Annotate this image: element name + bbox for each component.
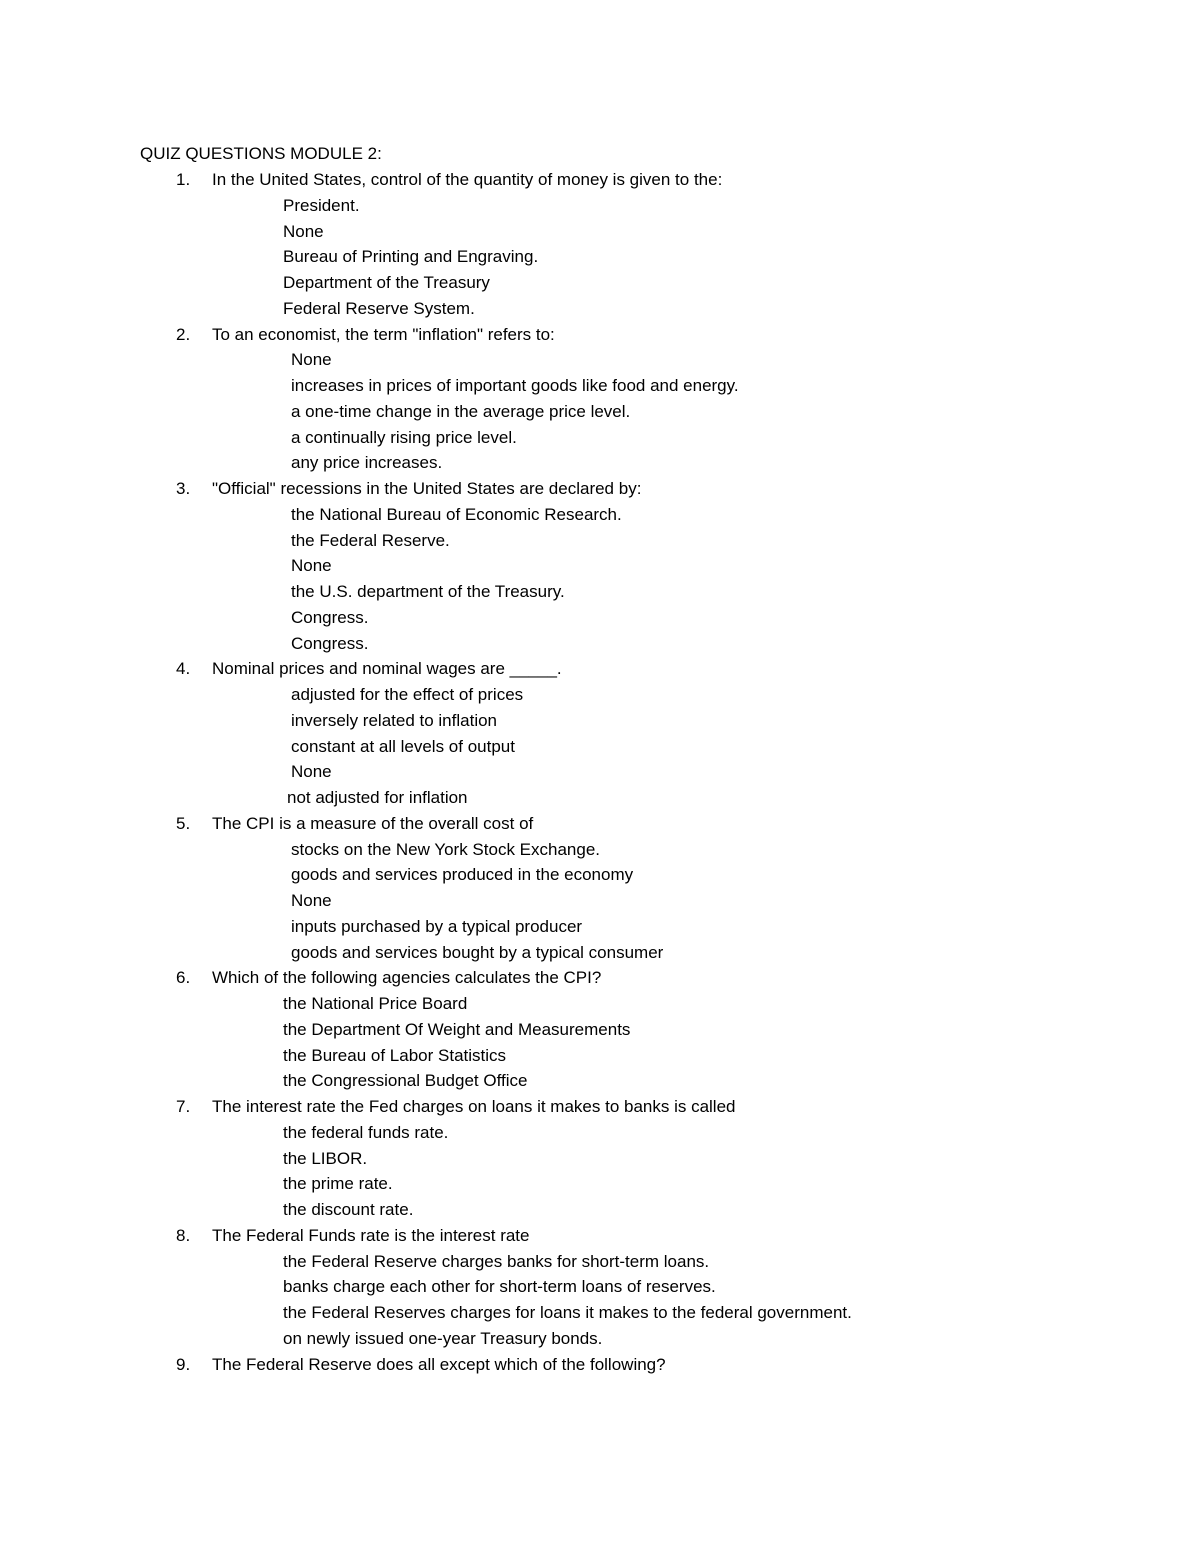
answer-option-text: inputs purchased by a typical producer <box>291 916 583 936</box>
answer-option-text: goods and services produced in the economy <box>291 865 634 885</box>
answer-option <box>0 759 1200 785</box>
answer-option <box>0 1043 1200 1069</box>
answer-option <box>0 399 1200 425</box>
question-number: 7. <box>176 1097 191 1116</box>
answer-option <box>0 1120 1200 1146</box>
question-number: 1. <box>176 170 191 189</box>
answer-option-text: a one-time change in the average price level. <box>291 401 631 421</box>
answer-option-text: inversely related to inflation <box>291 710 498 730</box>
answer-option <box>0 1017 1200 1043</box>
question-text: The Federal Reserve does all except which of the following? <box>212 1354 666 1374</box>
question-text: Which of the following agencies calculates the CPI? <box>212 968 602 988</box>
answer-option-text: the discount rate. <box>283 1200 414 1219</box>
question-5 <box>0 811 1200 837</box>
answer-option-text: Bureau of Printing and Engraving. <box>283 247 539 267</box>
answer-option-text: on newly issued one-year Treasury bonds. <box>283 1328 603 1348</box>
answer-option <box>0 296 1200 322</box>
question-text: "Official" recessions in the United States are declared by: <box>212 479 642 498</box>
question-2 <box>0 322 1200 348</box>
question-number: 2. <box>176 324 191 344</box>
answer-option-text: the Department Of Weight and Measurements <box>283 1019 631 1039</box>
answer-option-text: Congress. <box>291 607 369 627</box>
question-number: 6. <box>176 968 191 988</box>
question-number: 9. <box>176 1354 191 1374</box>
question-text: To an economist, the term "inflation" refers to: <box>212 324 555 344</box>
question-text: The CPI is a measure of the overall cost of <box>212 813 534 833</box>
question-text: Nominal prices and nominal wages are _____. <box>212 659 562 679</box>
answer-option-text: goods and services bought by a typical consumer <box>291 942 664 962</box>
question-number: 8. <box>176 1225 191 1245</box>
answer-option <box>0 734 1200 760</box>
answer-option <box>0 1146 1200 1172</box>
answer-option <box>0 991 1200 1017</box>
answer-option-text: adjusted for the effect of prices <box>291 685 524 704</box>
answer-option-text: None <box>283 221 324 241</box>
answer-option <box>0 708 1200 734</box>
answer-option-text: the LIBOR. <box>283 1148 368 1168</box>
question-number: 3. <box>176 479 191 498</box>
question-7 <box>0 1094 1200 1120</box>
answer-option <box>0 605 1200 631</box>
answer-option <box>0 219 1200 245</box>
answer-option <box>0 1274 1200 1300</box>
question-6 <box>0 965 1200 991</box>
question-text: The Federal Funds rate is the interest rate <box>212 1225 530 1245</box>
answer-option <box>0 1068 1200 1094</box>
answer-option-text: not adjusted for inflation <box>287 788 468 807</box>
answer-option <box>0 1300 1200 1326</box>
answer-option-text: None <box>291 556 332 576</box>
answer-option-text: the federal funds rate. <box>283 1122 449 1142</box>
answer-option-text: the National Price Board <box>283 994 468 1013</box>
answer-option <box>0 502 1200 528</box>
answer-option-text: Federal Reserve System. <box>283 298 475 318</box>
answer-option <box>0 244 1200 270</box>
answer-option <box>0 1171 1200 1197</box>
answer-option-text: the U.S. department of the Treasury. <box>291 582 565 601</box>
answer-option-text: None <box>291 891 332 910</box>
answer-option <box>0 914 1200 940</box>
answer-option <box>0 347 1200 373</box>
answer-option-text: any price increases. <box>291 453 443 473</box>
answer-option-text: the National Bureau of Economic Research. <box>291 504 622 524</box>
answer-option <box>0 579 1200 605</box>
answer-option <box>0 631 1200 657</box>
answer-option <box>0 1326 1200 1352</box>
answer-option <box>0 940 1200 966</box>
document-title: QUIZ QUESTIONS MODULE 2: <box>140 144 382 163</box>
answer-option-text: increases in prices of important goods like food and energy. <box>291 376 739 395</box>
question-8 <box>0 1223 1200 1249</box>
question-1 <box>0 167 1200 193</box>
answer-option-text: constant at all levels of output <box>291 736 515 756</box>
answer-option-text: President. <box>283 195 360 215</box>
answer-option <box>0 888 1200 914</box>
answer-option-text: None <box>291 350 332 370</box>
answer-option <box>0 425 1200 451</box>
answer-option <box>0 682 1200 708</box>
answer-option-text: None <box>291 762 332 782</box>
question-text: In the United States, control of the quantity of money is given to the: <box>212 170 723 189</box>
answer-option-text: the Congressional Budget Office <box>283 1071 528 1091</box>
answer-option-text: the Federal Reserve. <box>291 530 450 550</box>
answer-option-text: the Bureau of Labor Statistics <box>283 1045 507 1065</box>
answer-option-text: stocks on the New York Stock Exchange. <box>291 839 601 859</box>
answer-option <box>0 528 1200 554</box>
answer-option-text: a continually rising price level. <box>291 427 517 447</box>
question-list <box>0 167 1200 1377</box>
answer-option <box>0 450 1200 476</box>
question-4 <box>0 656 1200 682</box>
question-number: 4. <box>176 659 191 679</box>
question-3 <box>0 476 1200 502</box>
answer-option <box>0 1197 1200 1223</box>
answer-option-text: the Federal Reserves charges for loans it makes to the federal government. <box>283 1303 852 1322</box>
answer-option <box>0 1249 1200 1275</box>
question-text: The interest rate the Fed charges on loans it makes to banks is called <box>212 1097 736 1116</box>
answer-option <box>0 785 1200 811</box>
answer-option-text: banks charge each other for short-term loans of reserves. <box>283 1277 716 1297</box>
answer-option-text: the prime rate. <box>283 1174 393 1194</box>
answer-option-text: Congress. <box>291 633 369 653</box>
answer-option <box>0 373 1200 399</box>
answer-option-text: the Federal Reserve charges banks for short-term loans. <box>283 1251 710 1271</box>
answer-option-text: Department of the Treasury <box>283 273 490 292</box>
answer-option <box>0 270 1200 296</box>
answer-option <box>0 553 1200 579</box>
answer-option <box>0 862 1200 888</box>
answer-option <box>0 193 1200 219</box>
answer-option <box>0 837 1200 863</box>
question-9 <box>0 1352 1200 1378</box>
question-number: 5. <box>176 813 191 833</box>
